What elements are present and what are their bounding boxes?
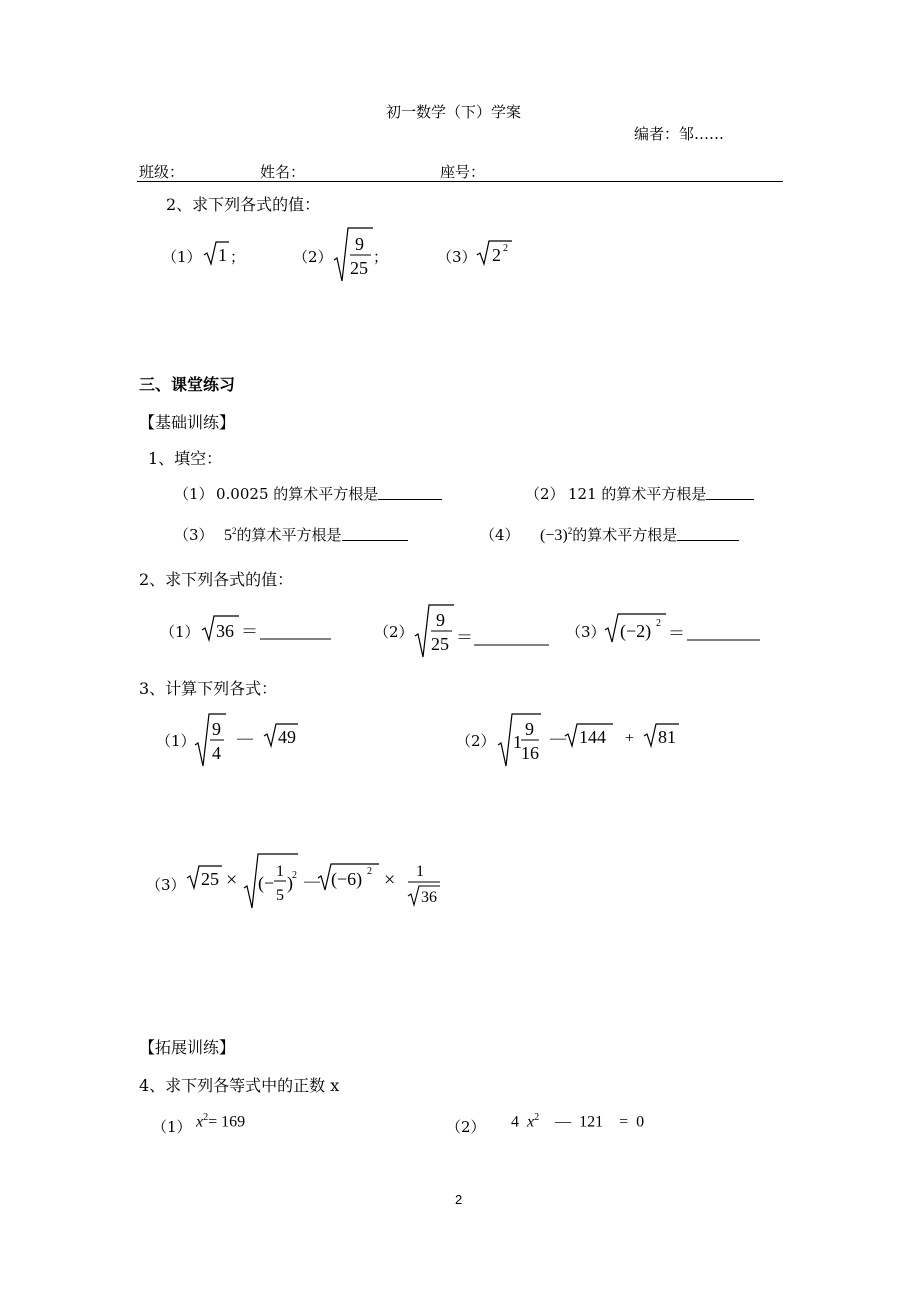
page-number: 2: [455, 1192, 463, 1207]
q3-title: 3、计算下列各式：: [139, 679, 278, 698]
svg-text:9: 9: [355, 234, 364, 254]
sqrt-9-over-25-expression: [333, 226, 375, 284]
q4-2-equation: 4 $x^2$ — 121 = 0: [511, 1112, 645, 1131]
svg-text:144: 144: [579, 727, 606, 747]
document-title: 初一数学（下）学案: [386, 103, 522, 121]
svg-text:+: +: [625, 730, 635, 747]
svg-text:＝: ＝: [241, 622, 258, 641]
prev-q2-title: 2、求下列各式的值：: [166, 195, 321, 214]
q4-title: 4、求下列各等式中的正数 x: [139, 1076, 340, 1095]
prev-item-1-number: （1）: [162, 248, 202, 266]
class-label: 班级：: [139, 163, 185, 181]
prev-item-1-sep: ；: [230, 248, 246, 266]
q1-c-text: $5^2$的算术平方根是: [224, 524, 408, 545]
q1-b-text: 121 的算术平方根是: [568, 483, 754, 504]
answer-blank[interactable]: [706, 485, 754, 500]
prev-item-2-number: （2）: [293, 248, 333, 266]
q3-2-number: （2）: [456, 732, 496, 750]
svg-text:81: 81: [658, 727, 676, 747]
svg-text:1: 1: [276, 863, 284, 880]
svg-text:9: 9: [525, 719, 534, 739]
answer-blank[interactable]: [378, 485, 442, 500]
svg-text:×: ×: [226, 869, 238, 891]
q1-a-text: 0.0025 的算术平方根是: [216, 483, 442, 504]
basic-training-label: 【基础训练】: [139, 413, 236, 432]
q1-a-number: （1）: [174, 485, 214, 503]
q1-b-number: （2）: [525, 485, 565, 503]
svg-text:—: —: [304, 873, 320, 890]
svg-text:4: 4: [212, 743, 221, 763]
svg-text:×: ×: [384, 869, 396, 891]
q1-d-text: $(-3)^2$的算术平方根是: [540, 524, 739, 545]
svg-text:—: —: [237, 730, 253, 747]
svg-text:(−6): (−6): [331, 869, 363, 889]
answer-blank[interactable]: [677, 526, 739, 541]
svg-text:2: 2: [292, 870, 297, 881]
q3-2-expression: [497, 712, 697, 768]
svg-text:9: 9: [436, 610, 445, 630]
q3-3-number: （3）: [146, 876, 186, 894]
sqrt-2-squared-expression: [476, 238, 516, 268]
q4-1-equation: $x^2= 169$: [196, 1112, 246, 1131]
svg-text:1: 1: [513, 732, 522, 752]
section-heading: 三、课堂练习: [139, 375, 236, 394]
prev-item-2-sep: ；: [373, 248, 389, 266]
q2-3-expression: [604, 612, 760, 646]
q3-1-expression: [194, 712, 304, 768]
svg-text:(−2): (−2): [620, 621, 652, 641]
svg-text:—: —: [550, 730, 566, 747]
svg-text:2: 2: [656, 618, 661, 629]
svg-text:16: 16: [521, 743, 539, 763]
svg-text:2: 2: [492, 245, 501, 265]
name-label: 姓名：: [260, 163, 306, 181]
svg-text:1: 1: [218, 245, 227, 265]
q1-title: 1、填空：: [148, 449, 223, 468]
svg-text:25: 25: [431, 634, 449, 654]
q4-1-number: （1）: [152, 1118, 192, 1136]
sqrt-1-expression: [203, 240, 233, 268]
svg-text:(−: (−: [258, 873, 275, 893]
header-rule: [137, 181, 783, 182]
svg-text:49: 49: [278, 727, 296, 747]
svg-text:25: 25: [350, 258, 368, 278]
q2-3-number: （3）: [566, 623, 606, 641]
q1-c-number: （3）: [174, 526, 214, 544]
q2-2-expression: [414, 603, 550, 659]
q2-1-expression: [201, 613, 331, 645]
svg-text:36: 36: [216, 621, 234, 641]
svg-text:36: 36: [421, 889, 437, 906]
q2-1-number: （1）: [160, 623, 200, 641]
seat-label: 座号：: [440, 163, 486, 181]
q3-1-number: （1）: [156, 732, 196, 750]
svg-text:＝: ＝: [456, 628, 473, 647]
q4-2-number: （2）: [446, 1118, 486, 1136]
prev-item-3-number: （3）: [437, 248, 477, 266]
q3-3-expression: [186, 852, 446, 912]
q1-d-number: （4）: [480, 526, 520, 544]
svg-text:9: 9: [212, 719, 221, 739]
svg-text:): ): [287, 873, 293, 893]
svg-text:2: 2: [503, 243, 508, 254]
svg-text:1: 1: [416, 863, 424, 880]
q2-title: 2、求下列各式的值：: [139, 570, 294, 589]
q2-2-number: （2）: [374, 623, 414, 641]
svg-text:＝: ＝: [668, 624, 685, 643]
svg-text:2: 2: [367, 866, 372, 877]
author-line: 编者：邹……: [634, 125, 725, 143]
extension-training-label: 【拓展训练】: [139, 1038, 236, 1057]
answer-blank[interactable]: [342, 526, 408, 541]
svg-text:25: 25: [201, 869, 219, 889]
svg-text:5: 5: [276, 887, 284, 904]
